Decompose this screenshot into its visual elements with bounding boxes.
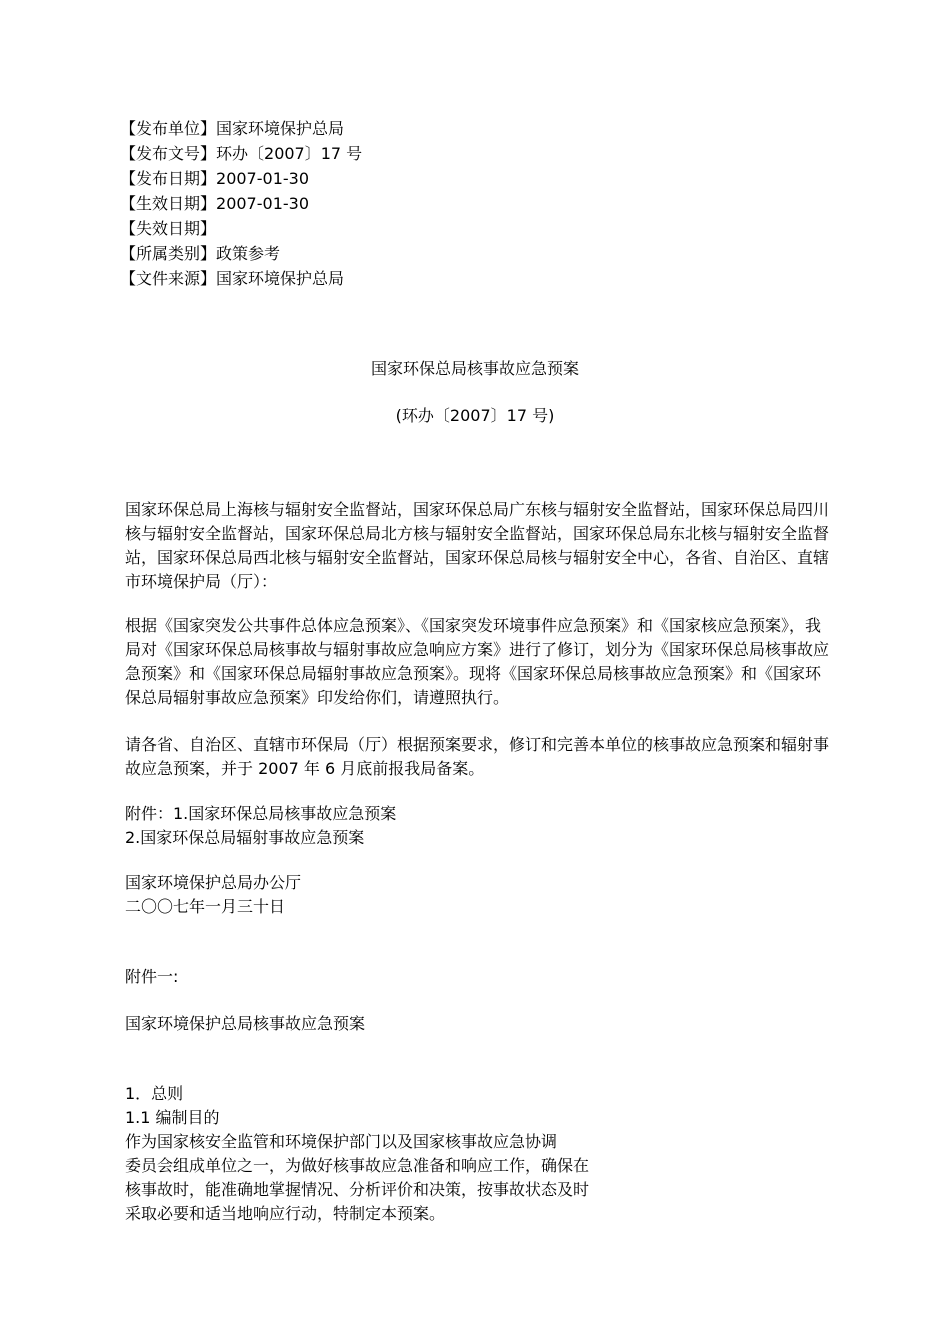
attachments-list bbox=[125, 802, 396, 850]
signature-block bbox=[125, 871, 301, 919]
meta-issue-date bbox=[120, 166, 362, 191]
document-number: (环办〔2007〕17 号) bbox=[395, 406, 555, 425]
meta-value: 国家环境保护总局 bbox=[216, 269, 345, 288]
section-text-line: 核事故时，能准确地掌握情况、分析评价和决策，按事故状态及时 bbox=[125, 1180, 590, 1199]
meta-issuer bbox=[120, 116, 362, 141]
meta-label: 【发布单位】 bbox=[120, 119, 217, 138]
meta-expiry-date bbox=[120, 216, 362, 241]
document-title: 国家环保总局核事故应急预案 bbox=[370, 359, 579, 378]
annex-title: 国家环境保护总局核事故应急预案 bbox=[125, 1014, 366, 1033]
meta-value: 环办〔2007〕17 号 bbox=[216, 144, 363, 163]
section-heading: 1．总则 bbox=[125, 1084, 184, 1103]
addressee-paragraph: 国家环保总局上海核与辐射安全监督站，国家环保总局广东核与辐射安全监督站，国家环保总局四川核与辐射安全监督站，国家环保总局北方核与辐射安全监督站，国家环保总局东北核与辐射安全监督站，国家环保总局西北核与辐射安全监督站，国家环保总局核与辐射安全中心，各省、自治区、直辖市环境保护局（厅）： bbox=[125, 500, 830, 591]
meta-label: 【发布日期】 bbox=[120, 169, 217, 188]
body-paragraph-2: 请各省、自治区、直辖市环保局（厅）根据预案要求，修订和完善本单位的核事故应急预案和辐射事故应急预案，并于 2007 年 6 月底前报我局备案。 bbox=[125, 735, 830, 778]
annex-label: 附件一: bbox=[125, 967, 179, 986]
meta-label: 【生效日期】 bbox=[120, 194, 217, 213]
meta-label: 【发布文号】 bbox=[120, 144, 217, 163]
meta-label: 【所属类别】 bbox=[120, 244, 217, 263]
meta-value: 国家环境保护总局 bbox=[216, 119, 345, 138]
meta-category bbox=[120, 241, 362, 266]
body-paragraph-1: 根据《国家突发公共事件总体应急预案》、《国家突发环境事件应急预案》和《国家核应急预案》，我局对《国家环保总局核事故与辐射事故应急响应方案》进行了修订，划分为《国家环保总局核事故应急预案》和《国家环保总局辐射事故应急预案》。现将《国家环保总局核事故应急预案》和《国家环保总局辐射事故应急预案》印发给你们，请遵照执行。 bbox=[125, 616, 830, 707]
attachment-item: 2.国家环保总局辐射事故应急预案 bbox=[125, 828, 365, 847]
section-text-line: 作为国家核安全监管和环境保护部门以及国家核事故应急协调 bbox=[125, 1132, 558, 1151]
meta-value: 2007-01-30 bbox=[216, 194, 309, 213]
section-text-line: 委员会组成单位之一，为做好核事故应急准备和响应工作，确保在 bbox=[125, 1156, 590, 1175]
subsection-heading: 1.1 编制目的 bbox=[125, 1108, 220, 1127]
meta-value: 政策参考 bbox=[216, 244, 281, 263]
section-general bbox=[125, 1082, 589, 1226]
signature-date: 二〇〇七年一月三十日 bbox=[125, 897, 286, 916]
metadata-block bbox=[120, 116, 362, 291]
meta-label: 【失效日期】 bbox=[120, 219, 217, 238]
meta-doc-number bbox=[120, 141, 362, 166]
meta-label: 【文件来源】 bbox=[120, 269, 217, 288]
section-text-line: 采取必要和适当地响应行动，特制定本预案。 bbox=[125, 1204, 446, 1223]
meta-effective-date bbox=[120, 191, 362, 216]
meta-value: 2007-01-30 bbox=[216, 169, 309, 188]
meta-source bbox=[120, 266, 362, 291]
attachment-item: 附件：1.国家环保总局核事故应急预案 bbox=[125, 804, 397, 823]
signature-office: 国家环境保护总局办公厅 bbox=[125, 873, 302, 892]
